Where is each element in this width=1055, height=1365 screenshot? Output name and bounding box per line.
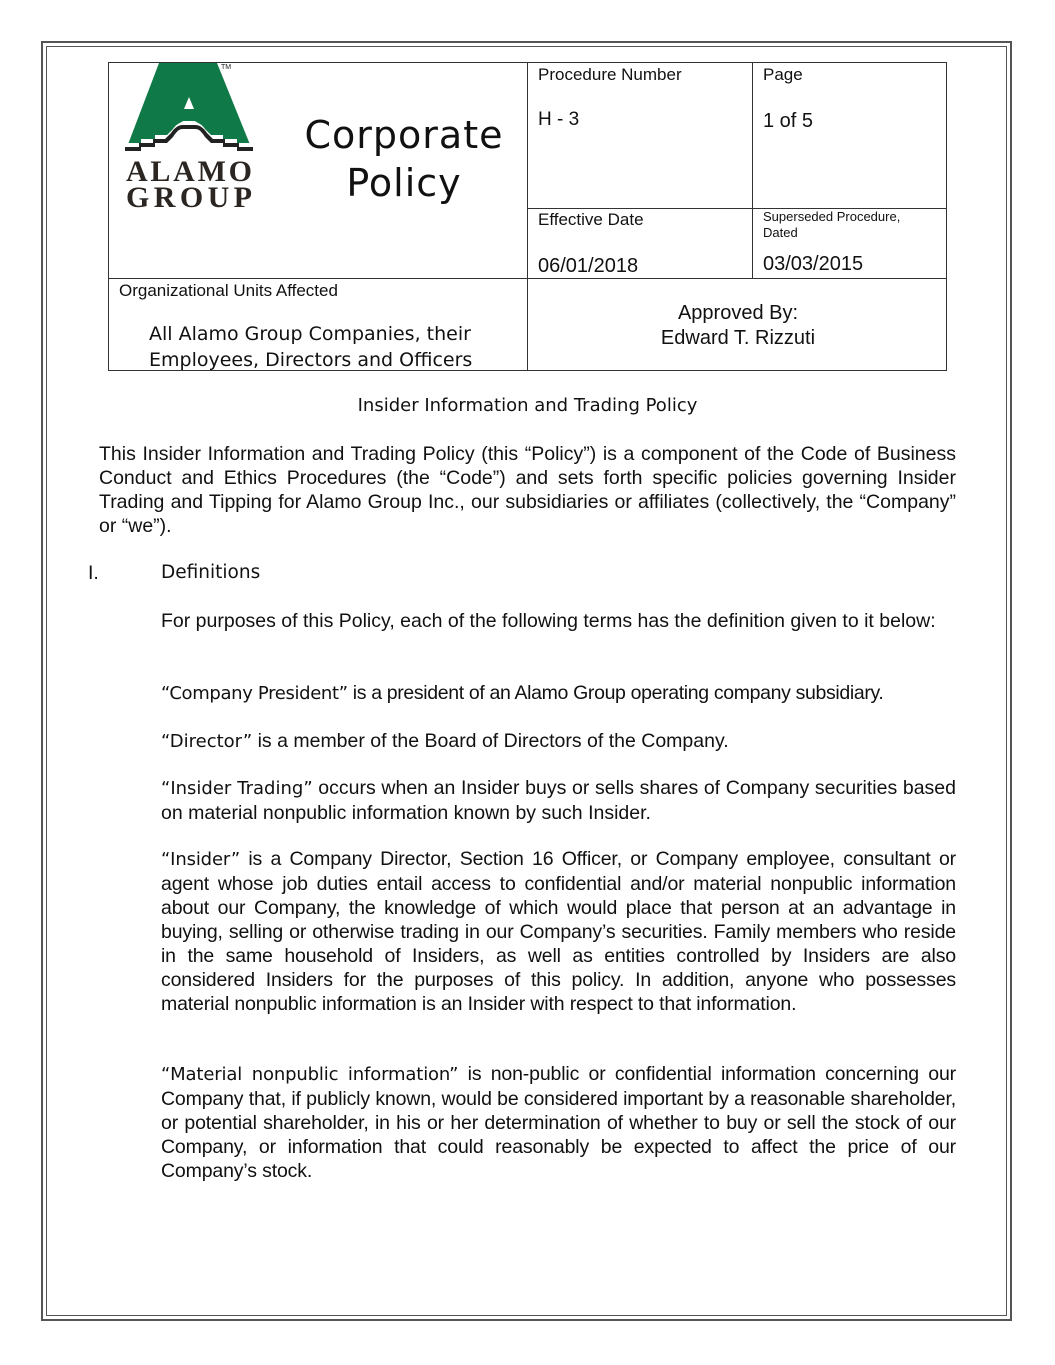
intro-paragraph: This Insider Information and Trading Policy (this “Policy”) is a component of the Code of Business Conduct and Ethics Procedures (the “Code”) and sets forth specific policies governing Insider Trading and Tipping for Alamo Group Inc., our subsidiaries or affiliates (collectively, the “Company” or “we”). (99, 443, 956, 537)
definition-text: occurs when an Insider buys or sells shares of Company securities based on material nonpublic information known by such Insider. (161, 777, 956, 824)
divider-vertical-main (527, 63, 528, 371)
procedure-number-value: H - 3 (538, 109, 580, 130)
approved-by-block (529, 301, 947, 351)
org-units-line-1: All Alamo Group Companies, their (149, 323, 471, 345)
definition-text: is a Company Director, Section 16 Officer, or Company employee, consultant or agent whose job duties entail access to confidential and/or material nonpublic information about our Company, the knowledge of which would place that person at an advantage in buying, selling or otherwise trading in our Company’s securities. Family members who reside in the same household of Insiders, as well as entities controlled by Insiders are also considered Insiders for the purposes of this policy. In addition, anyone who possesses material nonpublic information is an Insider with respect to that information. (161, 848, 956, 1015)
alamo-group-logo (123, 63, 255, 211)
definitions-lead: For purposes of this Policy, each of the following terms has the definition given to it below: (161, 610, 936, 632)
definition-term: “Director” (161, 731, 253, 752)
definition-insider (161, 847, 956, 1016)
definition-term: “Insider Trading” (161, 778, 313, 799)
superseded-date-value: 03/03/2015 (763, 253, 864, 275)
page-label: Page (763, 65, 803, 84)
svg-text:TM: TM (221, 64, 232, 71)
effective-date-label: Effective Date (538, 210, 644, 229)
document-title: Insider Information and Trading Policy (357, 395, 698, 416)
approved-by-label: Approved By: (677, 302, 799, 324)
definition-term: “Company President” (161, 683, 348, 704)
definition-director (161, 729, 956, 754)
svg-text:GROUP: GROUP (126, 181, 252, 211)
section-title: Definitions (161, 562, 261, 583)
definition-insider-trading (161, 776, 956, 825)
definition-text: is a member of the Board of Directors of the Company. (252, 730, 729, 752)
org-units-label: Organizational Units Affected (119, 281, 338, 300)
org-units-line-2: Employees, Directors and Officers (149, 349, 473, 371)
definition-material-nonpublic-information (161, 1062, 956, 1183)
svg-text:ALAMO: ALAMO (126, 155, 252, 188)
definition-company-president (161, 681, 956, 706)
definition-text: is a president of an Alamo Group operating company subsidiary. (347, 682, 884, 704)
definition-text: is non-public or confidential information concerning our Company that, if publicly known, would be considered important by a reasonable shareholder, or potential shareholder, in his or her determination of whether to buy or sell the stock of our Company, or information that could reasonably be expected to affect the price of our Company’s stock. (161, 1063, 956, 1182)
divider-vertical-right (752, 63, 753, 279)
page-value: 1 of 5 (763, 110, 814, 132)
approved-by-name: Edward T. Rizzuti (660, 327, 816, 349)
definition-term: “Insider” (161, 849, 241, 870)
title-line-1: Corporate (304, 113, 504, 157)
org-units-value (149, 321, 472, 373)
title-line-2: Policy (346, 161, 462, 205)
corporate-policy-title (294, 111, 514, 207)
superseded-label: Superseded Procedure, Dated (763, 209, 901, 240)
logo-icon (123, 63, 255, 211)
effective-date-value: 06/01/2018 (538, 255, 639, 277)
policy-header-table (108, 62, 947, 371)
section-number: I. (88, 562, 99, 584)
divider-horizontal-full (109, 278, 947, 279)
procedure-number-label: Procedure Number (538, 65, 682, 84)
definition-term: “Material nonpublic information” (161, 1064, 459, 1085)
